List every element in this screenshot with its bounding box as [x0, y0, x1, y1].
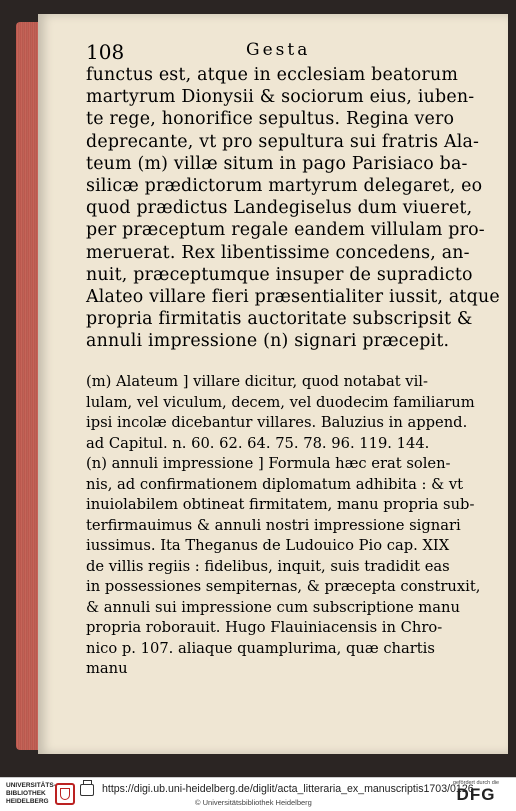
note-line: ipsi incolæ dicebantur villares. Baluzius in append. — [86, 414, 468, 431]
dfg-logo[interactable] — [450, 780, 502, 804]
note-line: nico p. 107. aliaque quamplurima, quæ chartis — [86, 639, 435, 657]
text-line: quod prædictus Landegiselus dum viueret, — [86, 198, 473, 219]
text-line: nuit, præceptumque insuper de supradicto — [86, 264, 473, 285]
university-seal-icon — [55, 783, 75, 805]
text-line: te rege, honorifice sepultus. Regina vero — [86, 109, 455, 130]
note-line: lulam, vel viculum, decem, vel duodecim familiarum — [86, 393, 475, 411]
note-line: (m) Alateum ] villare dicitur, quod notabat vil- — [86, 373, 428, 390]
dfg-funding-note: gefördert durch die — [452, 780, 500, 786]
footnotes-block — [86, 372, 506, 680]
text-line: propria firmitatis auctoritate subscripsit & — [86, 309, 473, 330]
note-line: iussimus. Ita Theganus de Ludouico Pio cap. XIX — [86, 537, 450, 554]
running-title: Gesta — [246, 40, 311, 60]
text-line: functus est, atque in ecclesiam beatorum — [86, 65, 459, 85]
note-line: nis, ad confirmationem diplomatum adhibita : & vt — [86, 475, 464, 493]
page-number: 108 — [86, 40, 125, 64]
text-line: per præceptum regale eandem villulam pro- — [86, 220, 485, 241]
viewer-footer — [0, 777, 516, 811]
text-line: teum (m) villæ situm in pago Parisiaco ba- — [86, 153, 468, 174]
note-line: manu — [86, 660, 128, 677]
text-line: deprecante, vt pro sepultura sui fratris Ala- — [86, 131, 480, 152]
logo-text: UNIVERSITÄTS-BIBLIOTHEK HEIDELBERG — [6, 782, 56, 805]
text-line: annuli impressione (n) signari præcepit. — [86, 331, 450, 352]
text-line: meruerat. Rex libentissime concedens, an- — [86, 242, 470, 263]
dfg-mark: DFG — [456, 785, 496, 804]
page-header — [86, 40, 446, 66]
note-line: & annuli sui impressione cum subscriptione manu — [86, 598, 460, 616]
note-line: ad Capitul. n. 60. 62. 64. 75. 78. 96. 119. 144. — [86, 434, 430, 452]
note-line: terfirmauimus & annuli nostri impressione signari — [86, 516, 461, 534]
permalink-url[interactable]: https://digi.ub.uni-heidelberg.de/diglit/acta_litteraria_ex_manuscriptis1703/0126 — [102, 783, 474, 795]
text-line: Alateo villare fieri præsentialiter iussit, atque — [86, 287, 500, 308]
copyright-notice: © Universitätsbibliothek Heidelberg — [195, 798, 312, 807]
text-line: silicæ prædictorum martyrum delegaret, eo — [86, 176, 483, 197]
text-line: martyrum Dionysii & sociorum eius, iuben- — [86, 87, 475, 108]
main-text-block — [86, 64, 500, 353]
note-line: in possessiones sempiternas, & præcepta construxit, — [86, 578, 481, 595]
note-line: (n) annuli impressione ] Formula hæc erat solen- — [86, 455, 451, 472]
print-icon[interactable] — [80, 784, 94, 796]
note-line: propria roborauit. Hugo Flauiniacensis in Chro- — [86, 619, 443, 636]
note-line: inuiolabilem obtineat firmitatem, manu propria sub- — [86, 496, 475, 513]
note-line: de villis regiis : fidelibus, inquit, suis tradidit eas — [86, 557, 450, 575]
